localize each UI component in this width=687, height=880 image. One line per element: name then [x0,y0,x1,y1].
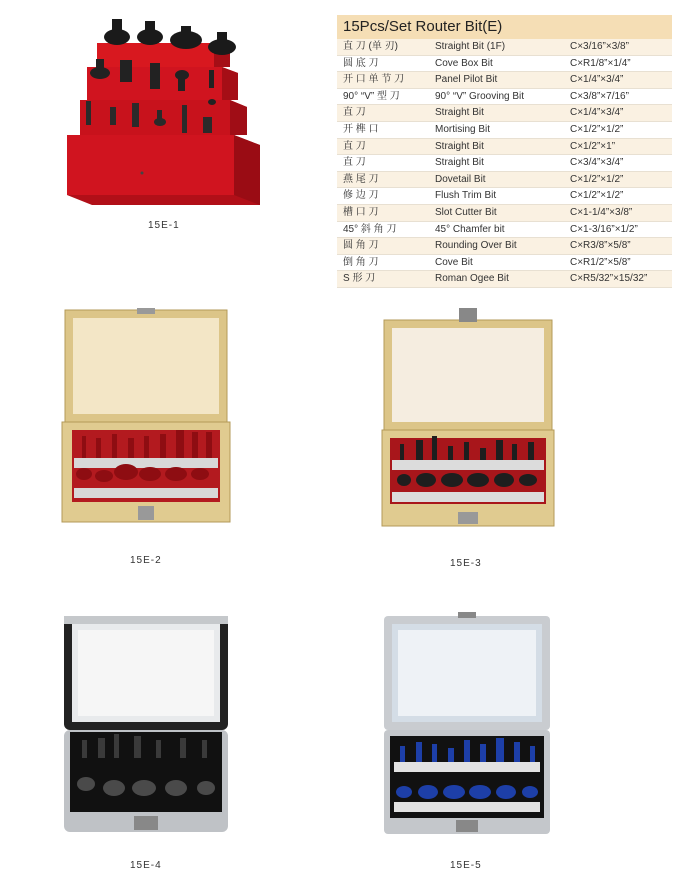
table-row [337,105,672,122]
cell-chinese-name: 开 口 单 节 刀 [343,74,405,86]
table-row [337,188,672,205]
cell-english-name: Rounding Over Bit [435,240,517,252]
cell-size: C×R3/8”×5/8” [570,240,631,252]
table-row [337,205,672,222]
table-row [337,222,672,239]
cell-size: C×R1/2”×5/8” [570,256,631,268]
cell-size: C×R5/32”×15/32” [570,273,648,285]
cell-english-name: Straight Bit [435,157,484,169]
table-row [337,255,672,272]
cell-chinese-name: 开 榫 口 [343,123,379,135]
table-row [337,122,672,139]
table-row [337,39,672,56]
table-row [337,89,672,106]
cell-chinese-name: 直 刀 (单 刃) [343,41,398,52]
cell-chinese-name: 圆 角 刀 [343,240,379,252]
product-image-15e-1 [62,15,267,215]
cell-size: C×1/2”×1/2” [570,190,624,202]
cell-english-name: Straight Bit (1F) [435,41,506,52]
table-row [337,139,672,156]
caption-15e-1: 15E-1 [148,220,180,231]
cell-english-name: Mortising Bit [435,123,491,135]
cell-english-name: Flush Trim Bit [435,190,497,202]
cell-size: C×3/16”×3/8” [570,41,629,52]
product-image-15e-2 [60,308,232,526]
cell-size: C×1-1/4”×3/8” [570,206,633,218]
cell-english-name: Roman Ogee Bit [435,273,509,285]
cell-size: C×1/4”×3/4” [570,107,624,119]
cell-size: C×1/4”×3/4” [570,74,624,86]
cell-chinese-name: 槽 口 刀 [343,206,379,218]
cell-chinese-name: 直 刀 [343,140,366,152]
cell-size: C×3/8”×7/16” [570,90,629,102]
cell-english-name: 90° “V” Grooving Bit [435,90,525,102]
cell-size: C×1/2”×1/2” [570,123,624,135]
cell-size: C×R1/8”×1/4” [570,57,631,69]
cell-size: C×1/2”×1/2” [570,173,624,185]
cell-english-name: Dovetail Bit [435,173,486,185]
caption-15e-4: 15E-4 [130,860,162,871]
cell-english-name: Cove Box Bit [435,57,493,69]
cell-english-name: Straight Bit [435,140,484,152]
cell-english-name: Straight Bit [435,107,484,119]
cell-chinese-name: 修 边 刀 [343,190,379,202]
cell-chinese-name: 直 刀 [343,157,366,169]
cell-size: C×1/2”×1” [570,140,616,152]
table-row [337,271,672,288]
cell-chinese-name: 直 刀 [343,107,366,119]
table-row [337,172,672,189]
caption-15e-2: 15E-2 [130,555,162,566]
cell-size: C×3/4”×3/4” [570,157,624,169]
table-row [337,238,672,255]
table-title: 15Pcs/Set Router Bit(E) [337,15,672,39]
cell-chinese-name: S 形 刀 [343,273,376,285]
cell-chinese-name: 圆 底 刀 [343,57,379,69]
caption-15e-5: 15E-5 [450,860,482,871]
cell-chinese-name: 燕 尾 刀 [343,173,379,185]
cell-chinese-name: 45° 斜 角 刀 [343,223,397,235]
cell-english-name: Slot Cutter Bit [435,206,497,218]
caption-15e-3: 15E-3 [450,558,482,569]
cell-english-name: 45° Chamfer bit [435,223,505,235]
cell-chinese-name: 倒 角 刀 [343,256,379,268]
table-row [337,72,672,89]
product-image-15e-4 [62,612,230,838]
cell-size: C×1-3/16”×1/2” [570,223,638,235]
cell-english-name: Panel Pilot Bit [435,74,498,86]
cell-chinese-name: 90° “V” 型 刀 [343,90,400,102]
table-rows [337,39,672,288]
spec-table [337,15,672,288]
product-image-15e-3 [380,308,556,530]
table-row [337,56,672,73]
table-row [337,155,672,172]
cell-english-name: Cove Bit [435,256,473,268]
product-image-15e-5 [382,612,552,838]
